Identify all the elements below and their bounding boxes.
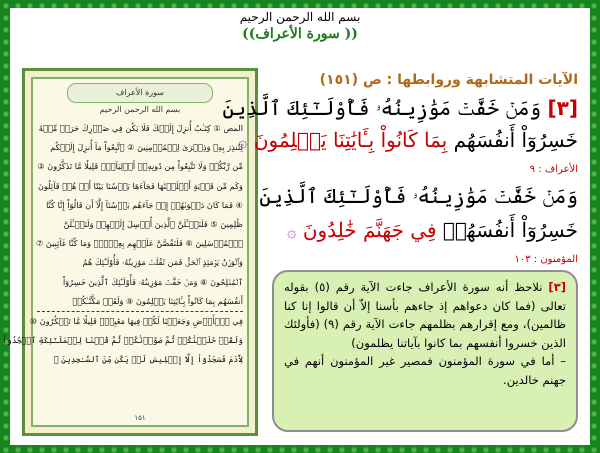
verse1-number: [٣] bbox=[547, 96, 578, 120]
mushaf-surah-header: سورة الأعراف bbox=[67, 83, 213, 103]
ornament-icon: ۞ bbox=[238, 132, 248, 151]
mushaf-page-number: ١٥١ bbox=[134, 414, 146, 422]
mushaf-line: وَكَم مِّن قَرۡيَةٍ أَهۡلَكۡنَٰهَا فَجَآءَهَا بَأۡسُنَا بَيَٰتًا أَوۡ هُمۡ قَآئِلُونَ bbox=[37, 180, 243, 191]
note-number: [٣] bbox=[548, 280, 566, 294]
mushaf-line: لِأٓدَمَ فَسَجَدُوٓاْ إِلَّآ إِبۡلِيسَ لَمۡ يَكُن مِّنَ ٱلسَّـٰجِدِينَ ⑪ bbox=[53, 354, 243, 365]
note-text-2: – أما في سورة المؤمنون فمصير غير المؤمنون أنهم في جهنم خالدين. bbox=[284, 354, 566, 387]
mushaf-line: فِي ٱلۡأَرۡضِ وَجَعَلۡنَا لَكُمۡ فِيهَا مَعَٰيِشَۗ قَلِيلٗا مَّا تَشۡكُرُونَ ⑩ bbox=[29, 316, 243, 327]
mushaf-lines bbox=[2, 119, 243, 370]
verse1-line1 bbox=[222, 96, 578, 120]
mushaf-basmala: بسم الله الرحمن الرحيم bbox=[99, 105, 181, 114]
mushaf-line: ④ فَمَا كَانَ دَعۡوَىٰهُمۡ إِذۡ جَآءَهُم بَأۡسُنَآ إِلَّآ أَن قَالُوٓاْ إِنَّا كُنَّا bbox=[46, 199, 243, 210]
mushaf-line: ظَٰلِمِينَ ⑤ فَلَنَسۡـَٔلَنَّ ٱلَّذِينَ أُرۡسِلَ إِلَيۡهِمۡ وَلَنَسۡـَٔلَنَّ bbox=[63, 219, 243, 230]
mushaf-line: ٱلۡمُرۡسَلِينَ ⑥ فَلَنَقُصَّنَّ عَلَيۡهِم بِعِلۡمٖۖ وَمَا كُنَّا غَآئِبِينَ ⑦ bbox=[35, 238, 243, 249]
mushaf-page-image bbox=[2, 68, 258, 436]
note-text-1: نلاحظ أنه سورة الأعراف جاءت الآية رقم (٥) بقوله تعالى (فما كان دعواهم إذ جاءهم بأسنا إلاّ أن قالوا إنا كنا ظالمين)، ومع إقرارهم بظلمهم جاءت الآية رقم (٩) (فأولئك الذين خسروا أنفسهم بما كانوا بآياتنا يظلمون) bbox=[284, 280, 566, 350]
verse1-reference: الأعراف : ٩ bbox=[529, 164, 578, 175]
similar-verses-heading: الآيات المتشابهة وروابطها : ص (١٥١) bbox=[319, 72, 578, 88]
page-basmala: بسم الله الرحمن الرحيم bbox=[239, 10, 361, 24]
verse2-line2-a: خَسِرُوٓاْ أَنفُسَهُمۡ bbox=[436, 218, 578, 242]
verse2-line2 bbox=[287, 218, 578, 242]
verse1-line2-b: بِمَا كَانُواْ بِـَٔايَٰتِنَا يَظۡلِمُونَ bbox=[253, 128, 448, 152]
mushaf-line: وَلَقَدۡ خَلَقۡنَٰكُمۡ ثُمَّ صَوَّرۡنَٰكُمۡ ثُمَّ قُلۡنَا لِلۡمَلَـٰٓئِكَةِ ٱسۡجُدُواْ bbox=[2, 335, 243, 346]
verse2-line2-b: فِي جَهَنَّمَ خَٰلِدُونَ bbox=[302, 218, 437, 242]
mushaf-line: ٱلۡمُفۡلِحُونَ ⑧ وَمَنۡ خَفَّتۡ مَوَٰزِينُهُۥ فَأُوْلَـٰٓئِكَ ٱلَّذِينَ خَسِرُوٓاْ bbox=[62, 276, 243, 287]
verse2-reference: المؤمنون : ١٠٣ bbox=[514, 254, 578, 265]
verse2-line1-text: وَمَنۡ خَفَّتۡ مَوَٰزِينُهُۥ فَأُوْلَـٰٓئِكَ ٱلَّذِينَ bbox=[259, 184, 578, 208]
mushaf-line: المص ① كِتَـٰبٌ أُنزِلَ إِلَيۡكَ فَلَا يَكُن فِي صَدۡرِكَ حَرَجٞ مِّنۡهُ bbox=[38, 123, 243, 133]
mushaf-line: لِتُنذِرَ بِهِۦ وَذِكۡرَىٰ لِلۡمُؤۡمِنِينَ ② ٱتَّبِعُواْ مَآ أُنزِلَ إِلَيۡكُم bbox=[50, 142, 243, 153]
explanation-note bbox=[272, 270, 578, 432]
verse1-line2 bbox=[238, 128, 578, 152]
verse1-line2-a: خَسِرُوٓاْ أَنفُسَهُم bbox=[447, 128, 578, 152]
mushaf-inner-frame bbox=[2, 77, 249, 427]
mushaf-line: أَنفُسَهُم بِمَا كَانُواْ بِـَٔايَٰتِنَا يَظۡلِمُونَ ⑨ وَلَقَدۡ مَكَّنَّـٰكُمۡ bbox=[37, 292, 243, 312]
verse2-line1 bbox=[259, 184, 578, 208]
ornament-icon: ۞ bbox=[287, 222, 297, 241]
mushaf-line: وَٱلۡوَزۡنُ يَوۡمَئِذٍ ٱلۡحَقُّۚ فَمَن ثَقُلَتۡ مَوَٰزِينُهُۥ فَأُوْلَـٰٓئِكَ هُمُ bbox=[82, 257, 243, 268]
verse1-line1-text: وَمَنۡ خَفَّتۡ مَوَٰزِينُهُۥ فَأُوْلَـٰٓئِكَ ٱلَّذِينَ bbox=[222, 96, 542, 120]
mushaf-line: مِّن رَّبِّكُمۡ وَلَا تَتَّبِعُواْ مِن دُونِهِۦٓ أَوۡلِيَآءَۗ قَلِيلٗا مَّا تَذَكَّرُونَ ③ bbox=[37, 161, 243, 172]
surah-title: (( سورة الأعراف)) bbox=[242, 26, 358, 42]
